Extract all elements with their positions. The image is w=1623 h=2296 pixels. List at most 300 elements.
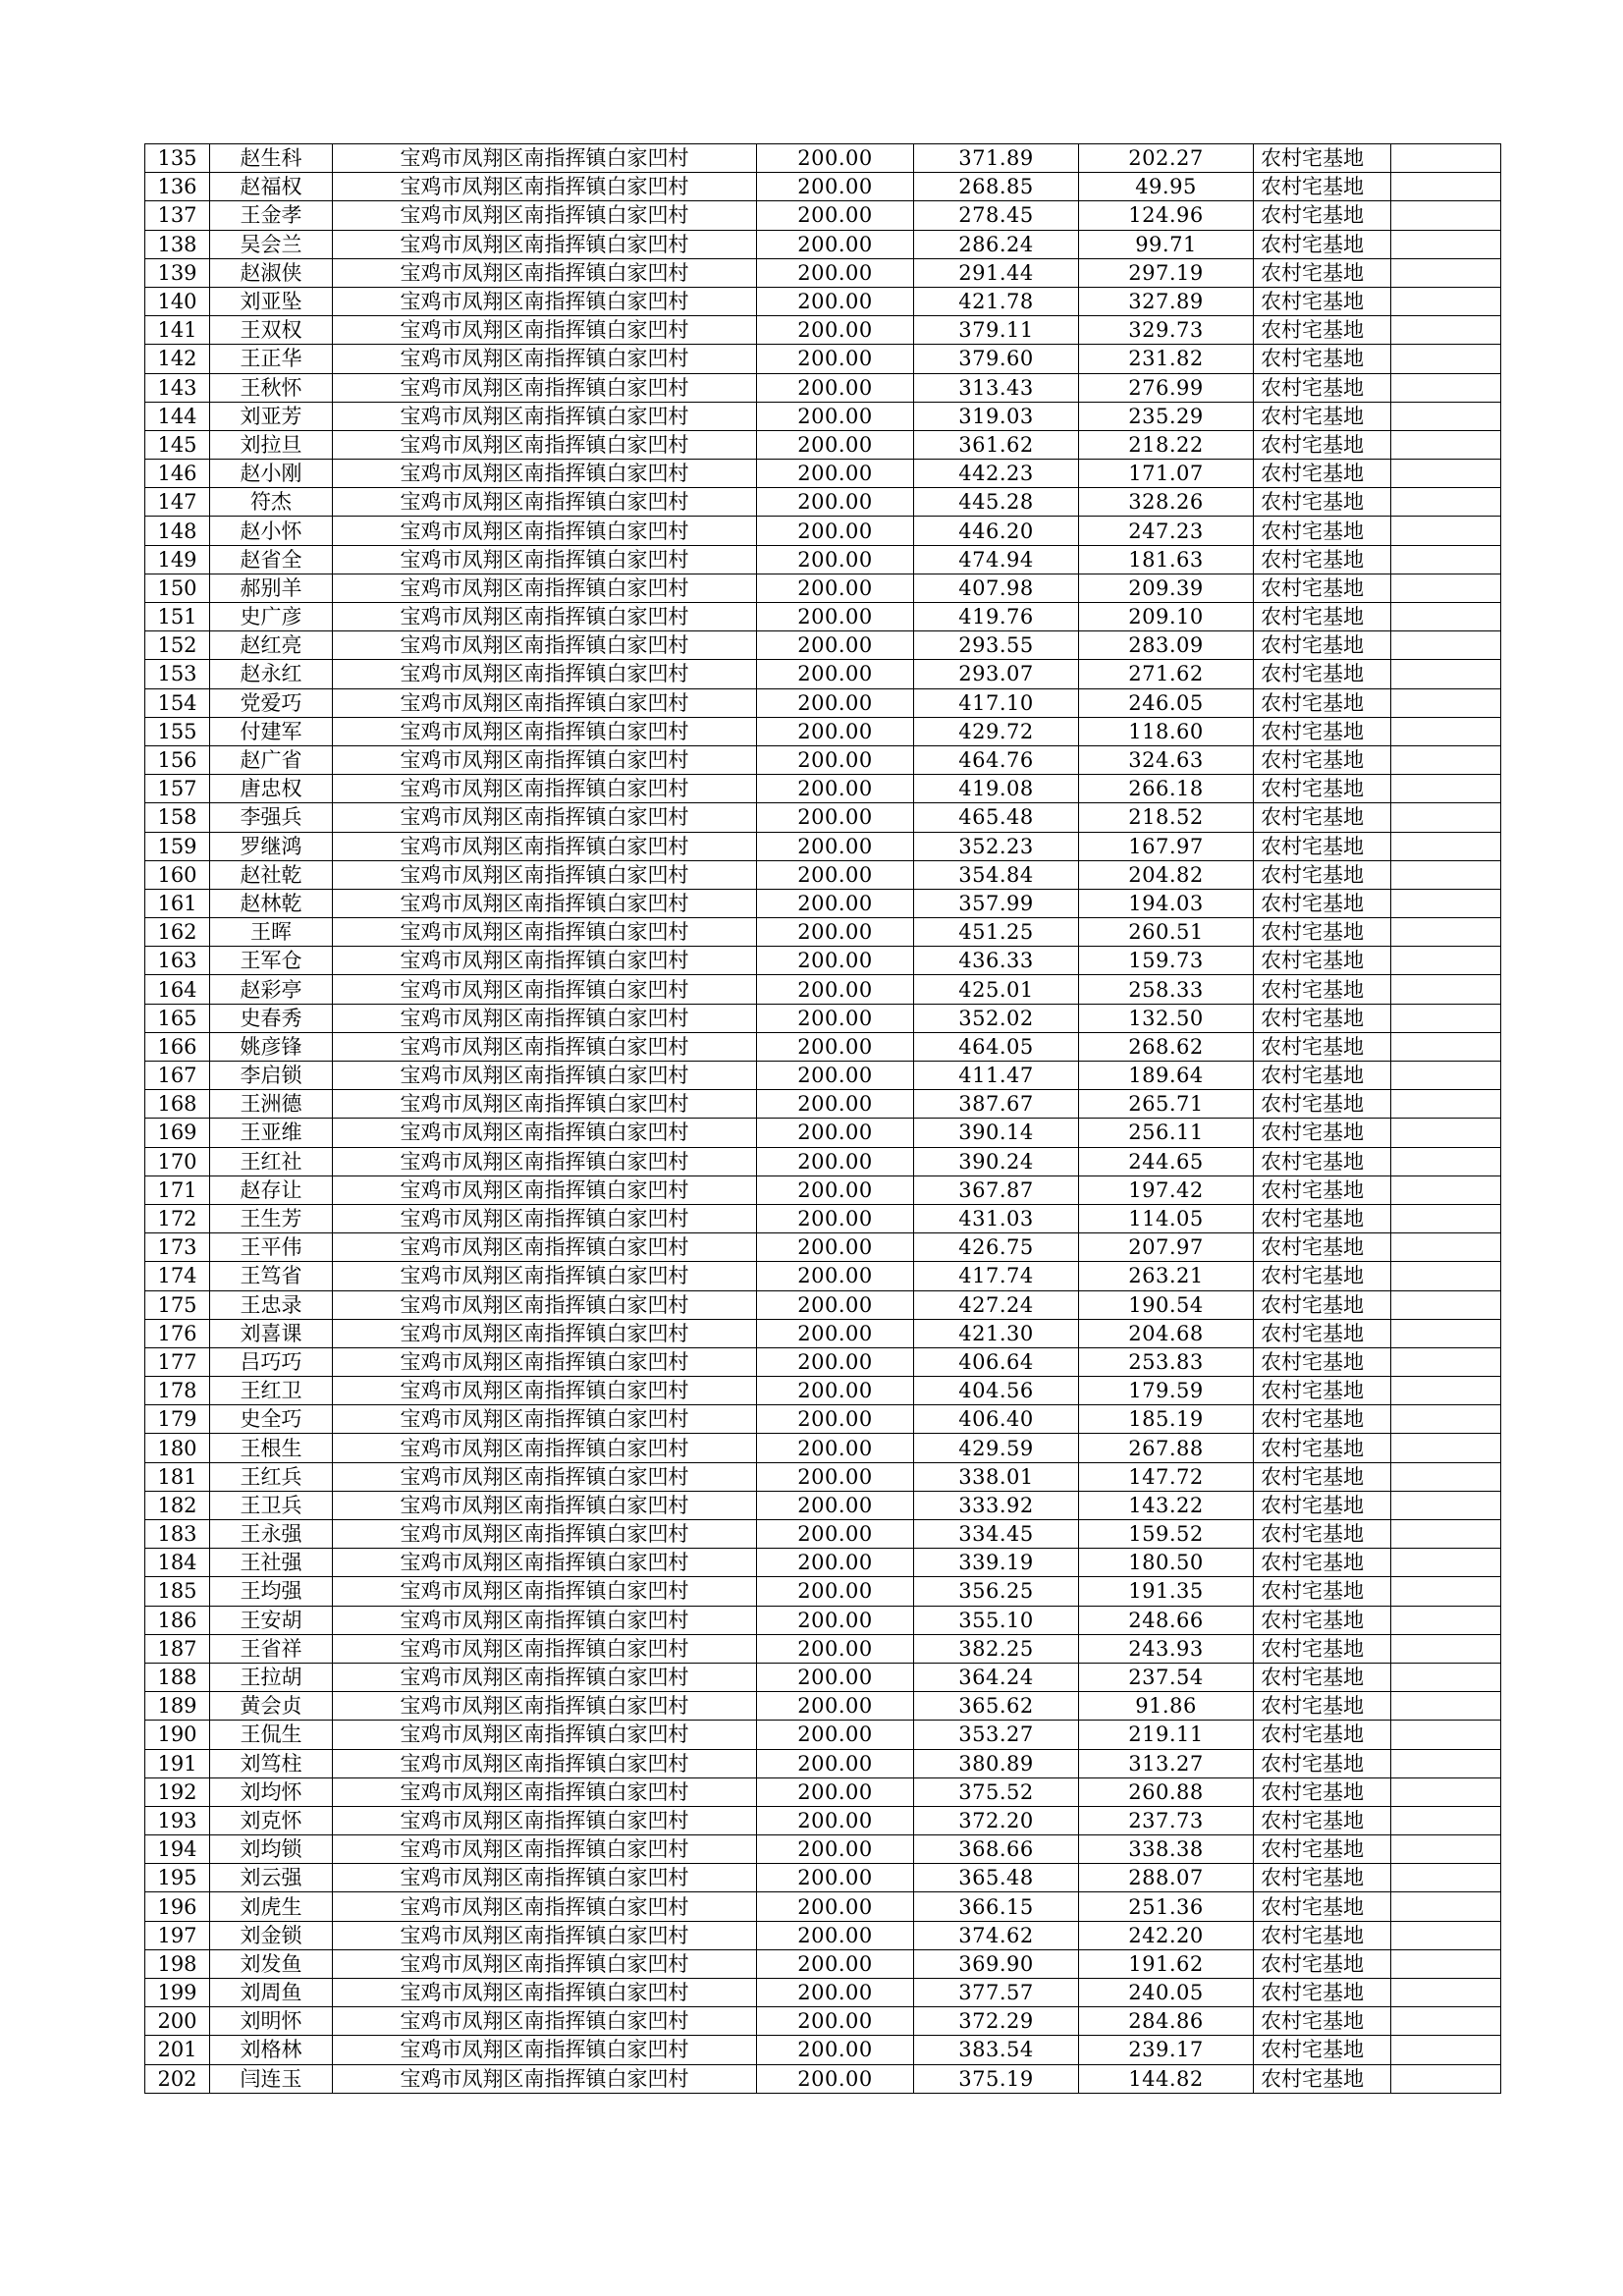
actual-area-cell: 380.89 — [914, 1749, 1079, 1777]
table-row — [145, 1233, 1501, 1262]
address-cell: 宝鸡市凤翔区南指挥镇白家凹村 — [333, 775, 757, 803]
row-number-cell: 155 — [145, 717, 210, 745]
row-number-cell: 184 — [145, 1549, 210, 1577]
address-cell: 宝鸡市凤翔区南指挥镇白家凹村 — [333, 2007, 757, 2036]
standard-area-cell: 200.00 — [757, 1806, 914, 1834]
excess-area-cell: 329.73 — [1079, 316, 1254, 345]
owner-name-cell: 刘拉旦 — [210, 430, 333, 459]
standard-area-cell: 200.00 — [757, 1233, 914, 1262]
row-number-cell: 200 — [145, 2007, 210, 2036]
empty-cell — [1391, 345, 1501, 373]
row-number-cell: 161 — [145, 889, 210, 917]
standard-area-cell: 200.00 — [757, 1721, 914, 1749]
owner-name-cell: 赵彩亭 — [210, 975, 333, 1004]
standard-area-cell: 200.00 — [757, 1491, 914, 1519]
row-number-cell: 163 — [145, 947, 210, 975]
excess-area-cell: 143.22 — [1079, 1491, 1254, 1519]
address-cell: 宝鸡市凤翔区南指挥镇白家凹村 — [333, 688, 757, 717]
address-cell: 宝鸡市凤翔区南指挥镇白家凹村 — [333, 1377, 757, 1405]
address-cell: 宝鸡市凤翔区南指挥镇白家凹村 — [333, 1663, 757, 1691]
excess-area-cell: 189.64 — [1079, 1062, 1254, 1090]
table-row — [145, 316, 1501, 345]
table-row — [145, 1663, 1501, 1691]
empty-cell — [1391, 144, 1501, 173]
land-type-cell: 农村宅基地 — [1254, 1549, 1391, 1577]
address-cell: 宝鸡市凤翔区南指挥镇白家凹村 — [333, 1577, 757, 1606]
land-type-cell: 农村宅基地 — [1254, 889, 1391, 917]
table-row — [145, 1634, 1501, 1663]
standard-area-cell: 200.00 — [757, 1520, 914, 1549]
empty-cell — [1391, 1749, 1501, 1777]
excess-area-cell: 256.11 — [1079, 1119, 1254, 1147]
address-cell: 宝鸡市凤翔区南指挥镇白家凹村 — [333, 430, 757, 459]
empty-cell — [1391, 775, 1501, 803]
table-row — [145, 832, 1501, 860]
actual-area-cell: 425.01 — [914, 975, 1079, 1004]
address-cell: 宝鸡市凤翔区南指挥镇白家凹村 — [333, 889, 757, 917]
address-cell: 宝鸡市凤翔区南指挥镇白家凹村 — [333, 803, 757, 832]
standard-area-cell: 200.00 — [757, 144, 914, 173]
row-number-cell: 142 — [145, 345, 210, 373]
excess-area-cell: 260.51 — [1079, 918, 1254, 947]
row-number-cell: 179 — [145, 1405, 210, 1434]
land-type-cell: 农村宅基地 — [1254, 1835, 1391, 1864]
actual-area-cell: 442.23 — [914, 460, 1079, 488]
address-cell: 宝鸡市凤翔区南指挥镇白家凹村 — [333, 1749, 757, 1777]
row-number-cell: 162 — [145, 918, 210, 947]
empty-cell — [1391, 631, 1501, 660]
table-row — [145, 1864, 1501, 1892]
row-number-cell: 171 — [145, 1175, 210, 1204]
excess-area-cell: 118.60 — [1079, 717, 1254, 745]
standard-area-cell: 200.00 — [757, 2036, 914, 2064]
land-type-cell: 农村宅基地 — [1254, 775, 1391, 803]
empty-cell — [1391, 975, 1501, 1004]
actual-area-cell: 421.78 — [914, 287, 1079, 315]
land-type-cell: 农村宅基地 — [1254, 1577, 1391, 1606]
owner-name-cell: 王根生 — [210, 1434, 333, 1462]
standard-area-cell: 200.00 — [757, 201, 914, 230]
actual-area-cell: 431.03 — [914, 1204, 1079, 1232]
table-row — [145, 660, 1501, 688]
actual-area-cell: 372.29 — [914, 2007, 1079, 2036]
excess-area-cell: 179.59 — [1079, 1377, 1254, 1405]
actual-area-cell: 338.01 — [914, 1462, 1079, 1491]
address-cell: 宝鸡市凤翔区南指挥镇白家凹村 — [333, 1290, 757, 1319]
owner-name-cell: 史全巧 — [210, 1405, 333, 1434]
land-type-cell: 农村宅基地 — [1254, 1204, 1391, 1232]
owner-name-cell: 刘虎生 — [210, 1892, 333, 1921]
actual-area-cell: 407.98 — [914, 574, 1079, 602]
table-row — [145, 345, 1501, 373]
address-cell: 宝鸡市凤翔区南指挥镇白家凹村 — [333, 1119, 757, 1147]
excess-area-cell: 338.38 — [1079, 1835, 1254, 1864]
actual-area-cell: 427.24 — [914, 1290, 1079, 1319]
owner-name-cell: 吕巧巧 — [210, 1347, 333, 1376]
row-number-cell: 136 — [145, 173, 210, 201]
excess-area-cell: 202.27 — [1079, 144, 1254, 173]
empty-cell — [1391, 1979, 1501, 2007]
land-type-cell: 农村宅基地 — [1254, 1347, 1391, 1376]
table-row — [145, 603, 1501, 631]
land-type-cell: 农村宅基地 — [1254, 1175, 1391, 1204]
owner-name-cell: 王秋怀 — [210, 373, 333, 402]
address-cell: 宝鸡市凤翔区南指挥镇白家凹村 — [333, 1921, 757, 1949]
excess-area-cell: 219.11 — [1079, 1721, 1254, 1749]
actual-area-cell: 383.54 — [914, 2036, 1079, 2064]
address-cell: 宝鸡市凤翔区南指挥镇白家凹村 — [333, 1462, 757, 1491]
empty-cell — [1391, 1721, 1501, 1749]
standard-area-cell: 200.00 — [757, 1004, 914, 1032]
empty-cell — [1391, 373, 1501, 402]
standard-area-cell: 200.00 — [757, 775, 914, 803]
owner-name-cell: 赵林乾 — [210, 889, 333, 917]
land-type-cell: 农村宅基地 — [1254, 918, 1391, 947]
standard-area-cell: 200.00 — [757, 918, 914, 947]
owner-name-cell: 刘发鱼 — [210, 1949, 333, 1978]
address-cell: 宝鸡市凤翔区南指挥镇白家凹村 — [333, 201, 757, 230]
row-number-cell: 167 — [145, 1062, 210, 1090]
excess-area-cell: 180.50 — [1079, 1549, 1254, 1577]
excess-area-cell: 263.21 — [1079, 1262, 1254, 1290]
row-number-cell: 172 — [145, 1204, 210, 1232]
land-type-cell: 农村宅基地 — [1254, 1377, 1391, 1405]
address-cell: 宝鸡市凤翔区南指挥镇白家凹村 — [333, 258, 757, 287]
land-type-cell: 农村宅基地 — [1254, 1405, 1391, 1434]
row-number-cell: 152 — [145, 631, 210, 660]
land-type-cell: 农村宅基地 — [1254, 1032, 1391, 1061]
land-type-cell: 农村宅基地 — [1254, 345, 1391, 373]
standard-area-cell: 200.00 — [757, 1606, 914, 1634]
owner-name-cell: 刘亚芳 — [210, 402, 333, 430]
excess-area-cell: 191.62 — [1079, 1949, 1254, 1978]
empty-cell — [1391, 1377, 1501, 1405]
address-cell: 宝鸡市凤翔区南指挥镇白家凹村 — [333, 545, 757, 574]
table-row — [145, 287, 1501, 315]
row-number-cell: 186 — [145, 1606, 210, 1634]
address-cell: 宝鸡市凤翔区南指挥镇白家凹村 — [333, 1806, 757, 1834]
address-cell: 宝鸡市凤翔区南指挥镇白家凹村 — [333, 1864, 757, 1892]
table-row — [145, 1434, 1501, 1462]
excess-area-cell: 288.07 — [1079, 1864, 1254, 1892]
standard-area-cell: 200.00 — [757, 688, 914, 717]
actual-area-cell: 319.03 — [914, 402, 1079, 430]
table-row — [145, 889, 1501, 917]
row-number-cell: 187 — [145, 1634, 210, 1663]
land-type-cell: 农村宅基地 — [1254, 230, 1391, 258]
address-cell: 宝鸡市凤翔区南指挥镇白家凹村 — [333, 1692, 757, 1721]
land-type-cell: 农村宅基地 — [1254, 975, 1391, 1004]
owner-name-cell: 付建军 — [210, 717, 333, 745]
actual-area-cell: 268.85 — [914, 173, 1079, 201]
standard-area-cell: 200.00 — [757, 717, 914, 745]
empty-cell — [1391, 2007, 1501, 2036]
land-type-cell: 农村宅基地 — [1254, 373, 1391, 402]
row-number-cell: 138 — [145, 230, 210, 258]
land-type-cell: 农村宅基地 — [1254, 1434, 1391, 1462]
excess-area-cell: 265.71 — [1079, 1090, 1254, 1119]
owner-name-cell: 刘克怀 — [210, 1806, 333, 1834]
actual-area-cell: 354.84 — [914, 860, 1079, 889]
excess-area-cell: 237.73 — [1079, 1806, 1254, 1834]
standard-area-cell: 200.00 — [757, 1462, 914, 1491]
empty-cell — [1391, 1806, 1501, 1834]
actual-area-cell: 464.76 — [914, 745, 1079, 774]
actual-area-cell: 333.92 — [914, 1491, 1079, 1519]
land-type-cell: 农村宅基地 — [1254, 1062, 1391, 1090]
excess-area-cell: 242.20 — [1079, 1921, 1254, 1949]
excess-area-cell: 266.18 — [1079, 775, 1254, 803]
owner-name-cell: 赵永红 — [210, 660, 333, 688]
land-type-cell: 农村宅基地 — [1254, 2036, 1391, 2064]
row-number-cell: 145 — [145, 430, 210, 459]
actual-area-cell: 382.25 — [914, 1634, 1079, 1663]
empty-cell — [1391, 1233, 1501, 1262]
owner-name-cell: 史广彦 — [210, 603, 333, 631]
address-cell: 宝鸡市凤翔区南指挥镇白家凹村 — [333, 860, 757, 889]
table-row — [145, 1119, 1501, 1147]
empty-cell — [1391, 745, 1501, 774]
owner-name-cell: 赵淑侠 — [210, 258, 333, 287]
standard-area-cell: 200.00 — [757, 1692, 914, 1721]
empty-cell — [1391, 1663, 1501, 1691]
table-row — [145, 1062, 1501, 1090]
owner-name-cell: 吴会兰 — [210, 230, 333, 258]
table-row — [145, 1175, 1501, 1204]
actual-area-cell: 464.05 — [914, 1032, 1079, 1061]
owner-name-cell: 唐忠权 — [210, 775, 333, 803]
actual-area-cell: 356.25 — [914, 1577, 1079, 1606]
excess-area-cell: 243.93 — [1079, 1634, 1254, 1663]
address-cell: 宝鸡市凤翔区南指挥镇白家凹村 — [333, 1520, 757, 1549]
land-type-cell: 农村宅基地 — [1254, 1004, 1391, 1032]
excess-area-cell: 190.54 — [1079, 1290, 1254, 1319]
actual-area-cell: 367.87 — [914, 1175, 1079, 1204]
table-row — [145, 631, 1501, 660]
row-number-cell: 153 — [145, 660, 210, 688]
standard-area-cell: 200.00 — [757, 1921, 914, 1949]
land-type-cell: 农村宅基地 — [1254, 947, 1391, 975]
empty-cell — [1391, 1119, 1501, 1147]
land-type-cell: 农村宅基地 — [1254, 1749, 1391, 1777]
standard-area-cell: 200.00 — [757, 488, 914, 517]
owner-name-cell: 刘云强 — [210, 1864, 333, 1892]
standard-area-cell: 200.00 — [757, 1347, 914, 1376]
actual-area-cell: 293.07 — [914, 660, 1079, 688]
owner-name-cell: 王红社 — [210, 1147, 333, 1175]
owner-name-cell: 王军仓 — [210, 947, 333, 975]
excess-area-cell: 209.39 — [1079, 574, 1254, 602]
table-row — [145, 1491, 1501, 1519]
address-cell: 宝鸡市凤翔区南指挥镇白家凹村 — [333, 2064, 757, 2093]
row-number-cell: 201 — [145, 2036, 210, 2064]
land-type-cell: 农村宅基地 — [1254, 574, 1391, 602]
owner-name-cell: 赵广省 — [210, 745, 333, 774]
empty-cell — [1391, 173, 1501, 201]
land-type-cell: 农村宅基地 — [1254, 631, 1391, 660]
owner-name-cell: 王拉胡 — [210, 1663, 333, 1691]
actual-area-cell: 411.47 — [914, 1062, 1079, 1090]
actual-area-cell: 368.66 — [914, 1835, 1079, 1864]
standard-area-cell: 200.00 — [757, 2064, 914, 2093]
excess-area-cell: 284.86 — [1079, 2007, 1254, 2036]
owner-name-cell: 王生芳 — [210, 1204, 333, 1232]
actual-area-cell: 421.30 — [914, 1319, 1079, 1347]
owner-name-cell: 罗继鸿 — [210, 832, 333, 860]
empty-cell — [1391, 660, 1501, 688]
table-row — [145, 373, 1501, 402]
excess-area-cell: 167.97 — [1079, 832, 1254, 860]
address-cell: 宝鸡市凤翔区南指挥镇白家凹村 — [333, 460, 757, 488]
land-type-cell: 农村宅基地 — [1254, 488, 1391, 517]
address-cell: 宝鸡市凤翔区南指挥镇白家凹村 — [333, 1434, 757, 1462]
standard-area-cell: 200.00 — [757, 230, 914, 258]
owner-name-cell: 王永强 — [210, 1520, 333, 1549]
address-cell: 宝鸡市凤翔区南指挥镇白家凹村 — [333, 1606, 757, 1634]
table-row — [145, 1405, 1501, 1434]
owner-name-cell: 赵红亮 — [210, 631, 333, 660]
table-row — [145, 1721, 1501, 1749]
actual-area-cell: 365.62 — [914, 1692, 1079, 1721]
owner-name-cell: 赵小怀 — [210, 517, 333, 545]
address-cell: 宝鸡市凤翔区南指挥镇白家凹村 — [333, 1777, 757, 1806]
address-cell: 宝鸡市凤翔区南指挥镇白家凹村 — [333, 1319, 757, 1347]
land-type-cell: 农村宅基地 — [1254, 1721, 1391, 1749]
actual-area-cell: 355.10 — [914, 1606, 1079, 1634]
row-number-cell: 199 — [145, 1979, 210, 2007]
land-type-cell: 农村宅基地 — [1254, 745, 1391, 774]
row-number-cell: 137 — [145, 201, 210, 230]
standard-area-cell: 200.00 — [757, 574, 914, 602]
address-cell: 宝鸡市凤翔区南指挥镇白家凹村 — [333, 660, 757, 688]
actual-area-cell: 366.15 — [914, 1892, 1079, 1921]
excess-area-cell: 253.83 — [1079, 1347, 1254, 1376]
land-type-cell: 农村宅基地 — [1254, 2064, 1391, 2093]
row-number-cell: 141 — [145, 316, 210, 345]
table-row — [145, 2036, 1501, 2064]
excess-area-cell: 185.19 — [1079, 1405, 1254, 1434]
excess-area-cell: 99.71 — [1079, 230, 1254, 258]
land-type-cell: 农村宅基地 — [1254, 1119, 1391, 1147]
land-type-cell: 农村宅基地 — [1254, 1262, 1391, 1290]
excess-area-cell: 260.88 — [1079, 1777, 1254, 1806]
excess-area-cell: 207.97 — [1079, 1233, 1254, 1262]
land-type-cell: 农村宅基地 — [1254, 1090, 1391, 1119]
owner-name-cell: 赵生科 — [210, 144, 333, 173]
excess-area-cell: 313.27 — [1079, 1749, 1254, 1777]
row-number-cell: 148 — [145, 517, 210, 545]
land-type-cell: 农村宅基地 — [1254, 1290, 1391, 1319]
owner-name-cell: 王红卫 — [210, 1377, 333, 1405]
empty-cell — [1391, 1347, 1501, 1376]
table-row — [145, 201, 1501, 230]
address-cell: 宝鸡市凤翔区南指挥镇白家凹村 — [333, 1032, 757, 1061]
excess-area-cell: 209.10 — [1079, 603, 1254, 631]
actual-area-cell: 374.62 — [914, 1921, 1079, 1949]
standard-area-cell: 200.00 — [757, 1634, 914, 1663]
owner-name-cell: 李强兵 — [210, 803, 333, 832]
table-row — [145, 1777, 1501, 1806]
row-number-cell: 154 — [145, 688, 210, 717]
standard-area-cell: 200.00 — [757, 1319, 914, 1347]
actual-area-cell: 417.74 — [914, 1262, 1079, 1290]
row-number-cell: 178 — [145, 1377, 210, 1405]
address-cell: 宝鸡市凤翔区南指挥镇白家凹村 — [333, 1405, 757, 1434]
empty-cell — [1391, 1692, 1501, 1721]
standard-area-cell: 200.00 — [757, 1864, 914, 1892]
excess-area-cell: 204.68 — [1079, 1319, 1254, 1347]
actual-area-cell: 436.33 — [914, 947, 1079, 975]
address-cell: 宝鸡市凤翔区南指挥镇白家凹村 — [333, 1233, 757, 1262]
owner-name-cell: 史春秀 — [210, 1004, 333, 1032]
table-row — [145, 1806, 1501, 1834]
actual-area-cell: 357.99 — [914, 889, 1079, 917]
table-row — [145, 918, 1501, 947]
excess-area-cell: 171.07 — [1079, 460, 1254, 488]
actual-area-cell: 353.27 — [914, 1721, 1079, 1749]
address-cell: 宝鸡市凤翔区南指挥镇白家凹村 — [333, 1062, 757, 1090]
actual-area-cell: 372.20 — [914, 1806, 1079, 1834]
row-number-cell: 158 — [145, 803, 210, 832]
empty-cell — [1391, 1004, 1501, 1032]
empty-cell — [1391, 1262, 1501, 1290]
excess-area-cell: 240.05 — [1079, 1979, 1254, 2007]
owner-name-cell: 王安胡 — [210, 1606, 333, 1634]
address-cell: 宝鸡市凤翔区南指挥镇白家凹村 — [333, 631, 757, 660]
excess-area-cell: 114.05 — [1079, 1204, 1254, 1232]
empty-cell — [1391, 1147, 1501, 1175]
row-number-cell: 144 — [145, 402, 210, 430]
land-type-cell: 农村宅基地 — [1254, 1864, 1391, 1892]
standard-area-cell: 200.00 — [757, 1549, 914, 1577]
owner-name-cell: 王均强 — [210, 1577, 333, 1606]
table-row — [145, 1949, 1501, 1978]
table-row — [145, 2007, 1501, 2036]
actual-area-cell: 419.76 — [914, 603, 1079, 631]
row-number-cell: 151 — [145, 603, 210, 631]
actual-area-cell: 406.64 — [914, 1347, 1079, 1376]
actual-area-cell: 417.10 — [914, 688, 1079, 717]
excess-area-cell: 235.29 — [1079, 402, 1254, 430]
address-cell: 宝鸡市凤翔区南指挥镇白家凹村 — [333, 1549, 757, 1577]
actual-area-cell: 387.67 — [914, 1090, 1079, 1119]
standard-area-cell: 200.00 — [757, 517, 914, 545]
table-row — [145, 460, 1501, 488]
row-number-cell: 139 — [145, 258, 210, 287]
table-row — [145, 1004, 1501, 1032]
row-number-cell: 156 — [145, 745, 210, 774]
actual-area-cell: 445.28 — [914, 488, 1079, 517]
actual-area-cell: 334.45 — [914, 1520, 1079, 1549]
address-cell: 宝鸡市凤翔区南指挥镇白家凹村 — [333, 1892, 757, 1921]
table-row — [145, 1032, 1501, 1061]
actual-area-cell: 375.19 — [914, 2064, 1079, 2093]
empty-cell — [1391, 1319, 1501, 1347]
excess-area-cell: 271.62 — [1079, 660, 1254, 688]
excess-area-cell: 268.62 — [1079, 1032, 1254, 1061]
land-type-cell: 农村宅基地 — [1254, 430, 1391, 459]
address-cell: 宝鸡市凤翔区南指挥镇白家凹村 — [333, 144, 757, 173]
empty-cell — [1391, 1577, 1501, 1606]
land-type-cell: 农村宅基地 — [1254, 1319, 1391, 1347]
table-row — [145, 517, 1501, 545]
table-row — [145, 1262, 1501, 1290]
land-type-cell: 农村宅基地 — [1254, 803, 1391, 832]
row-number-cell: 202 — [145, 2064, 210, 2093]
address-cell: 宝鸡市凤翔区南指挥镇白家凹村 — [333, 1147, 757, 1175]
land-type-cell: 农村宅基地 — [1254, 2007, 1391, 2036]
empty-cell — [1391, 316, 1501, 345]
